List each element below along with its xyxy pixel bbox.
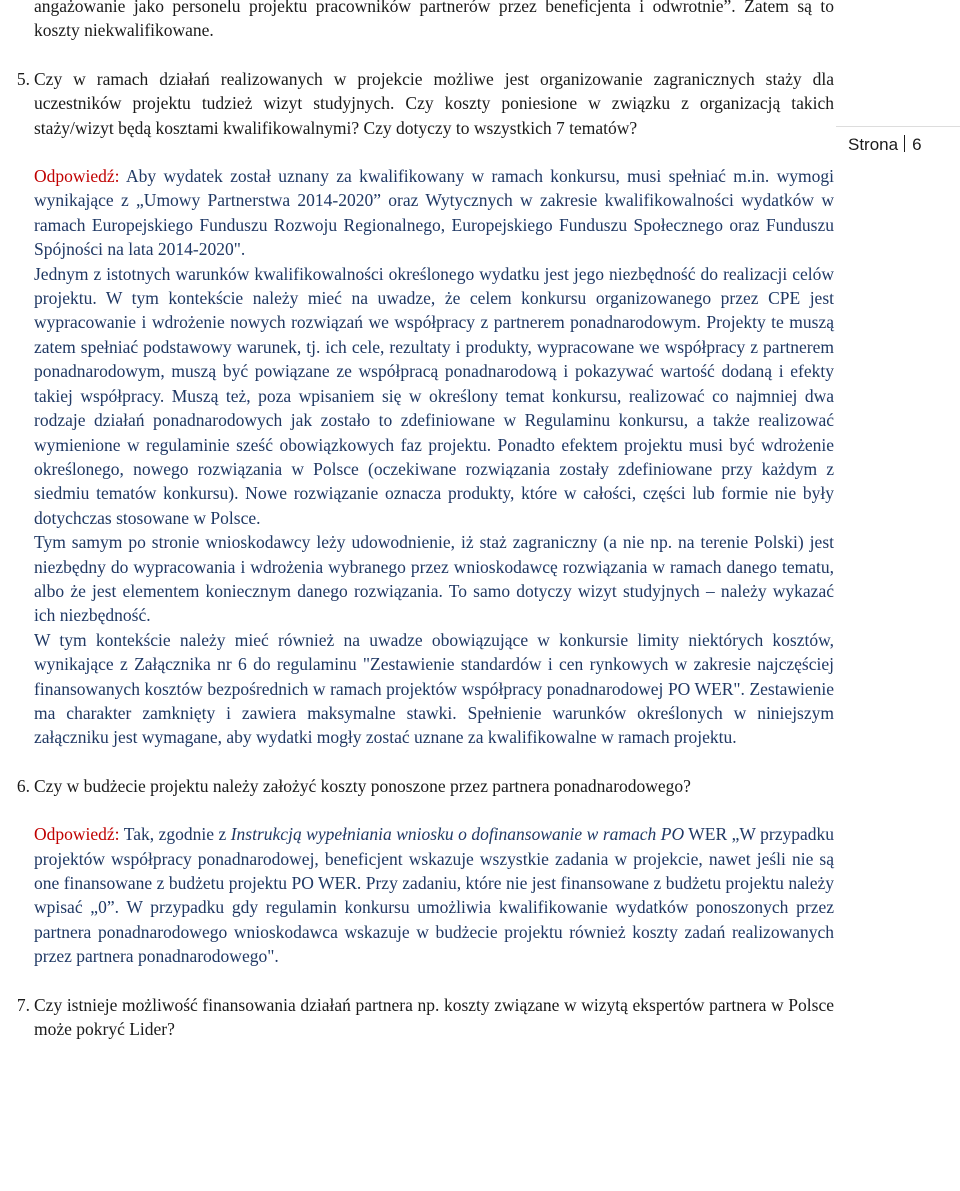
question-number: 5. bbox=[16, 68, 30, 89]
answer-label: Odpowiedź: bbox=[34, 824, 120, 845]
answer-text: Aby wydatek został uznany za kwalifikowany w ramach konkursu, musi spełniać m.in. wymogi wynikające z „Umowy Partnerstwa 2014-2020” oraz Wytycznych w zakresie kwalifikowalności wydatków w ramach Europejskiego Funduszu Rozwoju Regionalnego, Europejskiego Funduszu Społecznego oraz Funduszu Spójności na lata 2014-2020". bbox=[34, 166, 834, 260]
answer-6-paragraph bbox=[34, 822, 834, 968]
answer-5-paragraph-1 bbox=[34, 164, 834, 262]
answer-text-post: WER „W przypadku projektów współpracy ponadnarodowej, beneficjent wskazuje wszystkie zadania w projekcie, nawet jeśli nie są one finansowane z budżetu projektu PO WER. Przy zadaniu, które nie jest finansowane z budżetu projektu należy wpisać „0”. W przypadku gdy regulamin konkursu umożliwia kwalifikowanie wydatków ponoszonych przez partnera ponadnarodowego wnioskodawca wskazuje w budżecie projektu również koszty zadań realizowanych przez partnera ponadnarodowego". bbox=[34, 824, 834, 967]
answer-5-paragraph-2: Jednym z istotnych warunków kwalifikowalności określonego wydatku jest jego niezbędność do realizacji celów projektu. W tym kontekście należy mieć na uwadze, że celem konkursu organizowanego przez CPE jest wypracowanie i wdrożenie nowych rozwiązań we współpracy z partnerem ponadnarodowym. Projekty te muszą zatem spełniać podstawowy warunek, tj. ich cele, rezultaty i produkty, wypracowane we współpracy z partnerem ponadnarodowym, muszą być powiązane ze współpracą ponadnarodową i pokazywać wartość dodaną i efekty takiej współpracy. Muszą też, poza wpisaniem się w określony temat konkursu, realizować co najmniej dwa rodzaje działań ponadnarodowych jak zostało to zdefiniowane w Regulaminu konkursu, a także realizować wymienione w regulaminie sześć obowiązkowych faz projektu. Ponadto efektem projektu musi być wdrożenie określonego, nowego rozwiązania w Polsce (oczekiwane rozwiązania zostały zdefiniowane przy każdym z siedmiu tematów konkursu). Nowe rozwiązanie oznacza produkty, które w całości, części lub formie nie były dotychczas stosowane w Polsce. bbox=[34, 263, 834, 528]
question-text: Czy w ramach działań realizowanych w projekcie możliwe jest organizowanie zagranicznych staży dla uczestników projektu tudzież wizyt studyjnych. Czy koszty poniesione w związku z organizacją takich staży/wizyt będą kosztami kwalifikowalnymi? Czy dotyczy to wszystkich 7 tematów? bbox=[34, 68, 834, 138]
page-word: Strona bbox=[848, 135, 899, 154]
page-number-box bbox=[836, 126, 960, 154]
question-5 bbox=[16, 67, 834, 140]
page-number: 6 bbox=[912, 135, 922, 154]
question-number: 6. bbox=[16, 775, 30, 796]
page-separator bbox=[904, 135, 905, 152]
answer-text-italic: Instrukcją wypełniania wniosku o dofinansowanie w ramach PO bbox=[230, 824, 685, 845]
answer-label: Odpowiedź: bbox=[34, 166, 120, 187]
intro-paragraph: angażowanie jako personelu projektu pracowników partnerów przez beneficjenta i odwrotnie”. Zatem są to koszty niekwalifikowane. bbox=[34, 0, 834, 41]
answer-5-paragraph-3: Tym samym po stronie wnioskodawcy leży udowodnienie, iż staż zagraniczny (a nie np. na terenie Polski) jest niezbędny do wypracowania i wdrożenia wybranego przez wnioskodawcę rozwiązania w ramach danego tematu, albo że jest elementem koniecznym danego rozwiązania. To samo dotyczy wizyt studyjnych – należy wykazać ich niezbędność. bbox=[34, 532, 834, 626]
page-number-label bbox=[848, 133, 922, 157]
question-text: Czy w budżecie projektu należy założyć koszty ponoszone przez partnera ponadnarodowego? bbox=[34, 775, 691, 796]
question-7 bbox=[16, 993, 834, 1042]
document-body bbox=[16, 0, 834, 1041]
answer-text-pre: Tak, zgodnie z bbox=[119, 824, 231, 845]
question-text: Czy istnieje możliwość finansowania działań partnera np. koszty związane w wizytą ekspertów partnera w Polsce może pokryć Lider? bbox=[34, 994, 834, 1040]
question-number: 7. bbox=[16, 994, 30, 1015]
question-6 bbox=[16, 774, 834, 798]
answer-5-paragraph-4: W tym kontekście należy mieć również na uwadze obowiązujące w konkursie limity niektórych kosztów, wynikające z Załącznika nr 6 do regulaminu "Zestawienie standardów i cen rynkowych w zakresie najczęściej finansowanych kosztów bezpośrednich w ramach projektów współpracy ponadnarodowej PO WER". Zestawienie ma charakter zamknięty i zawiera maksymalne stawki. Spełnienie warunków określonych w niniejszym załączniku jest wymagane, aby wydatki mogły zostać uznane za kwalifikowalne w ramach projektu. bbox=[34, 629, 834, 748]
